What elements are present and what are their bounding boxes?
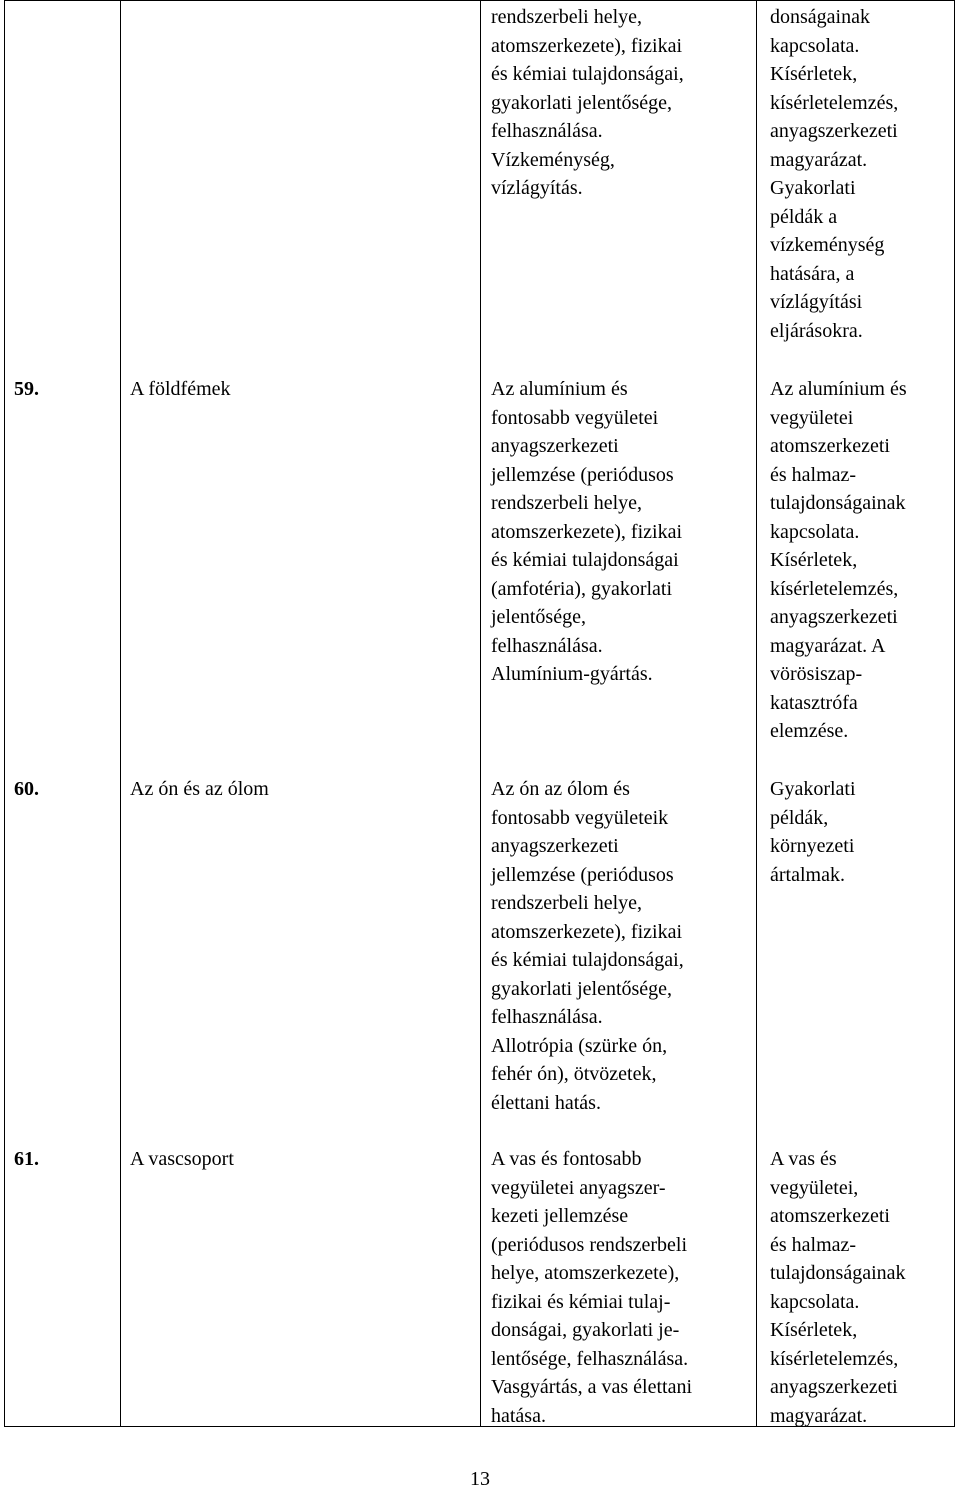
row-59-content: Az alumínium és fontosabb vegyületei anyagszerkezeti jellemzése (periódusos rendszerbeli helye, atomszerkezete), fizikai és kémiai tulajdonságai (amfotéria), gyakorlati jelentősége, felhasználása. Alumínium-gyártás. [491, 378, 682, 685]
row-61-content: A vas és fontosabb vegyületei anyagszer- kezeti jellemzése (periódusos rendszerbeli helye, atomszerkezete), fizikai és kémiai tulaj- donságai, gyakorlati je- lentősége, felhasználása. Vasgyártás, a vas élettani hatása. [491, 1148, 693, 1427]
row-0-requirements: donságainak kapcsolata. Kísérletek, kísérletelemzés, anyagszerkezeti magyarázat. Gyakorlati példák a vízkeménység hatására, a vízlágyítási eljárásokra. [770, 6, 899, 342]
column-divider [756, 1, 757, 1426]
row-60-topic: Az ón és az ólom [130, 778, 269, 800]
row-59-requirements: Az alumínium és vegyületei atomszerkezeti és halmaz- tulajdonságainak kapcsolata. Kísérletek, kísérletelemzés, anyagszerkezeti magyarázat. A vörösiszap- katasztrófa elemzése. [770, 378, 907, 742]
row-60-requirements: Gyakorlati példák, környezeti ártalmak. [770, 778, 856, 886]
row-61-requirements: A vas és vegyületei, atomszerkezeti és halmaz- tulajdonságainak kapcsolata. Kísérletek, kísérletelemzés, anyagszerkezeti magyarázat. [770, 1148, 906, 1427]
row-61-number: 61. [14, 1148, 39, 1170]
row-60-number: 60. [14, 778, 39, 800]
column-divider [120, 1, 121, 1426]
page-number: 13 [470, 1468, 490, 1490]
row-59-number: 59. [14, 378, 39, 400]
row-61-topic: A vascsoport [130, 1148, 234, 1170]
row-59-topic: A földfémek [130, 378, 231, 400]
column-divider [480, 1, 481, 1426]
row-0-content: rendszerbeli helye, atomszerkezete), fizikai és kémiai tulajdonságai, gyakorlati jelentősége, felhasználása. Vízkeménység, vízlágyítás. [491, 6, 684, 199]
row-60-content: Az ón az ólom és fontosabb vegyületeik anyagszerkezeti jellemzése (periódusos rendszerbeli helye, atomszerkezete), fizikai és kémiai tulajdonságai, gyakorlati jelentősége, felhasználása. Allotrópia (szürke ón, fehér ón), ötvözetek, élettani hatás. [491, 778, 684, 1114]
